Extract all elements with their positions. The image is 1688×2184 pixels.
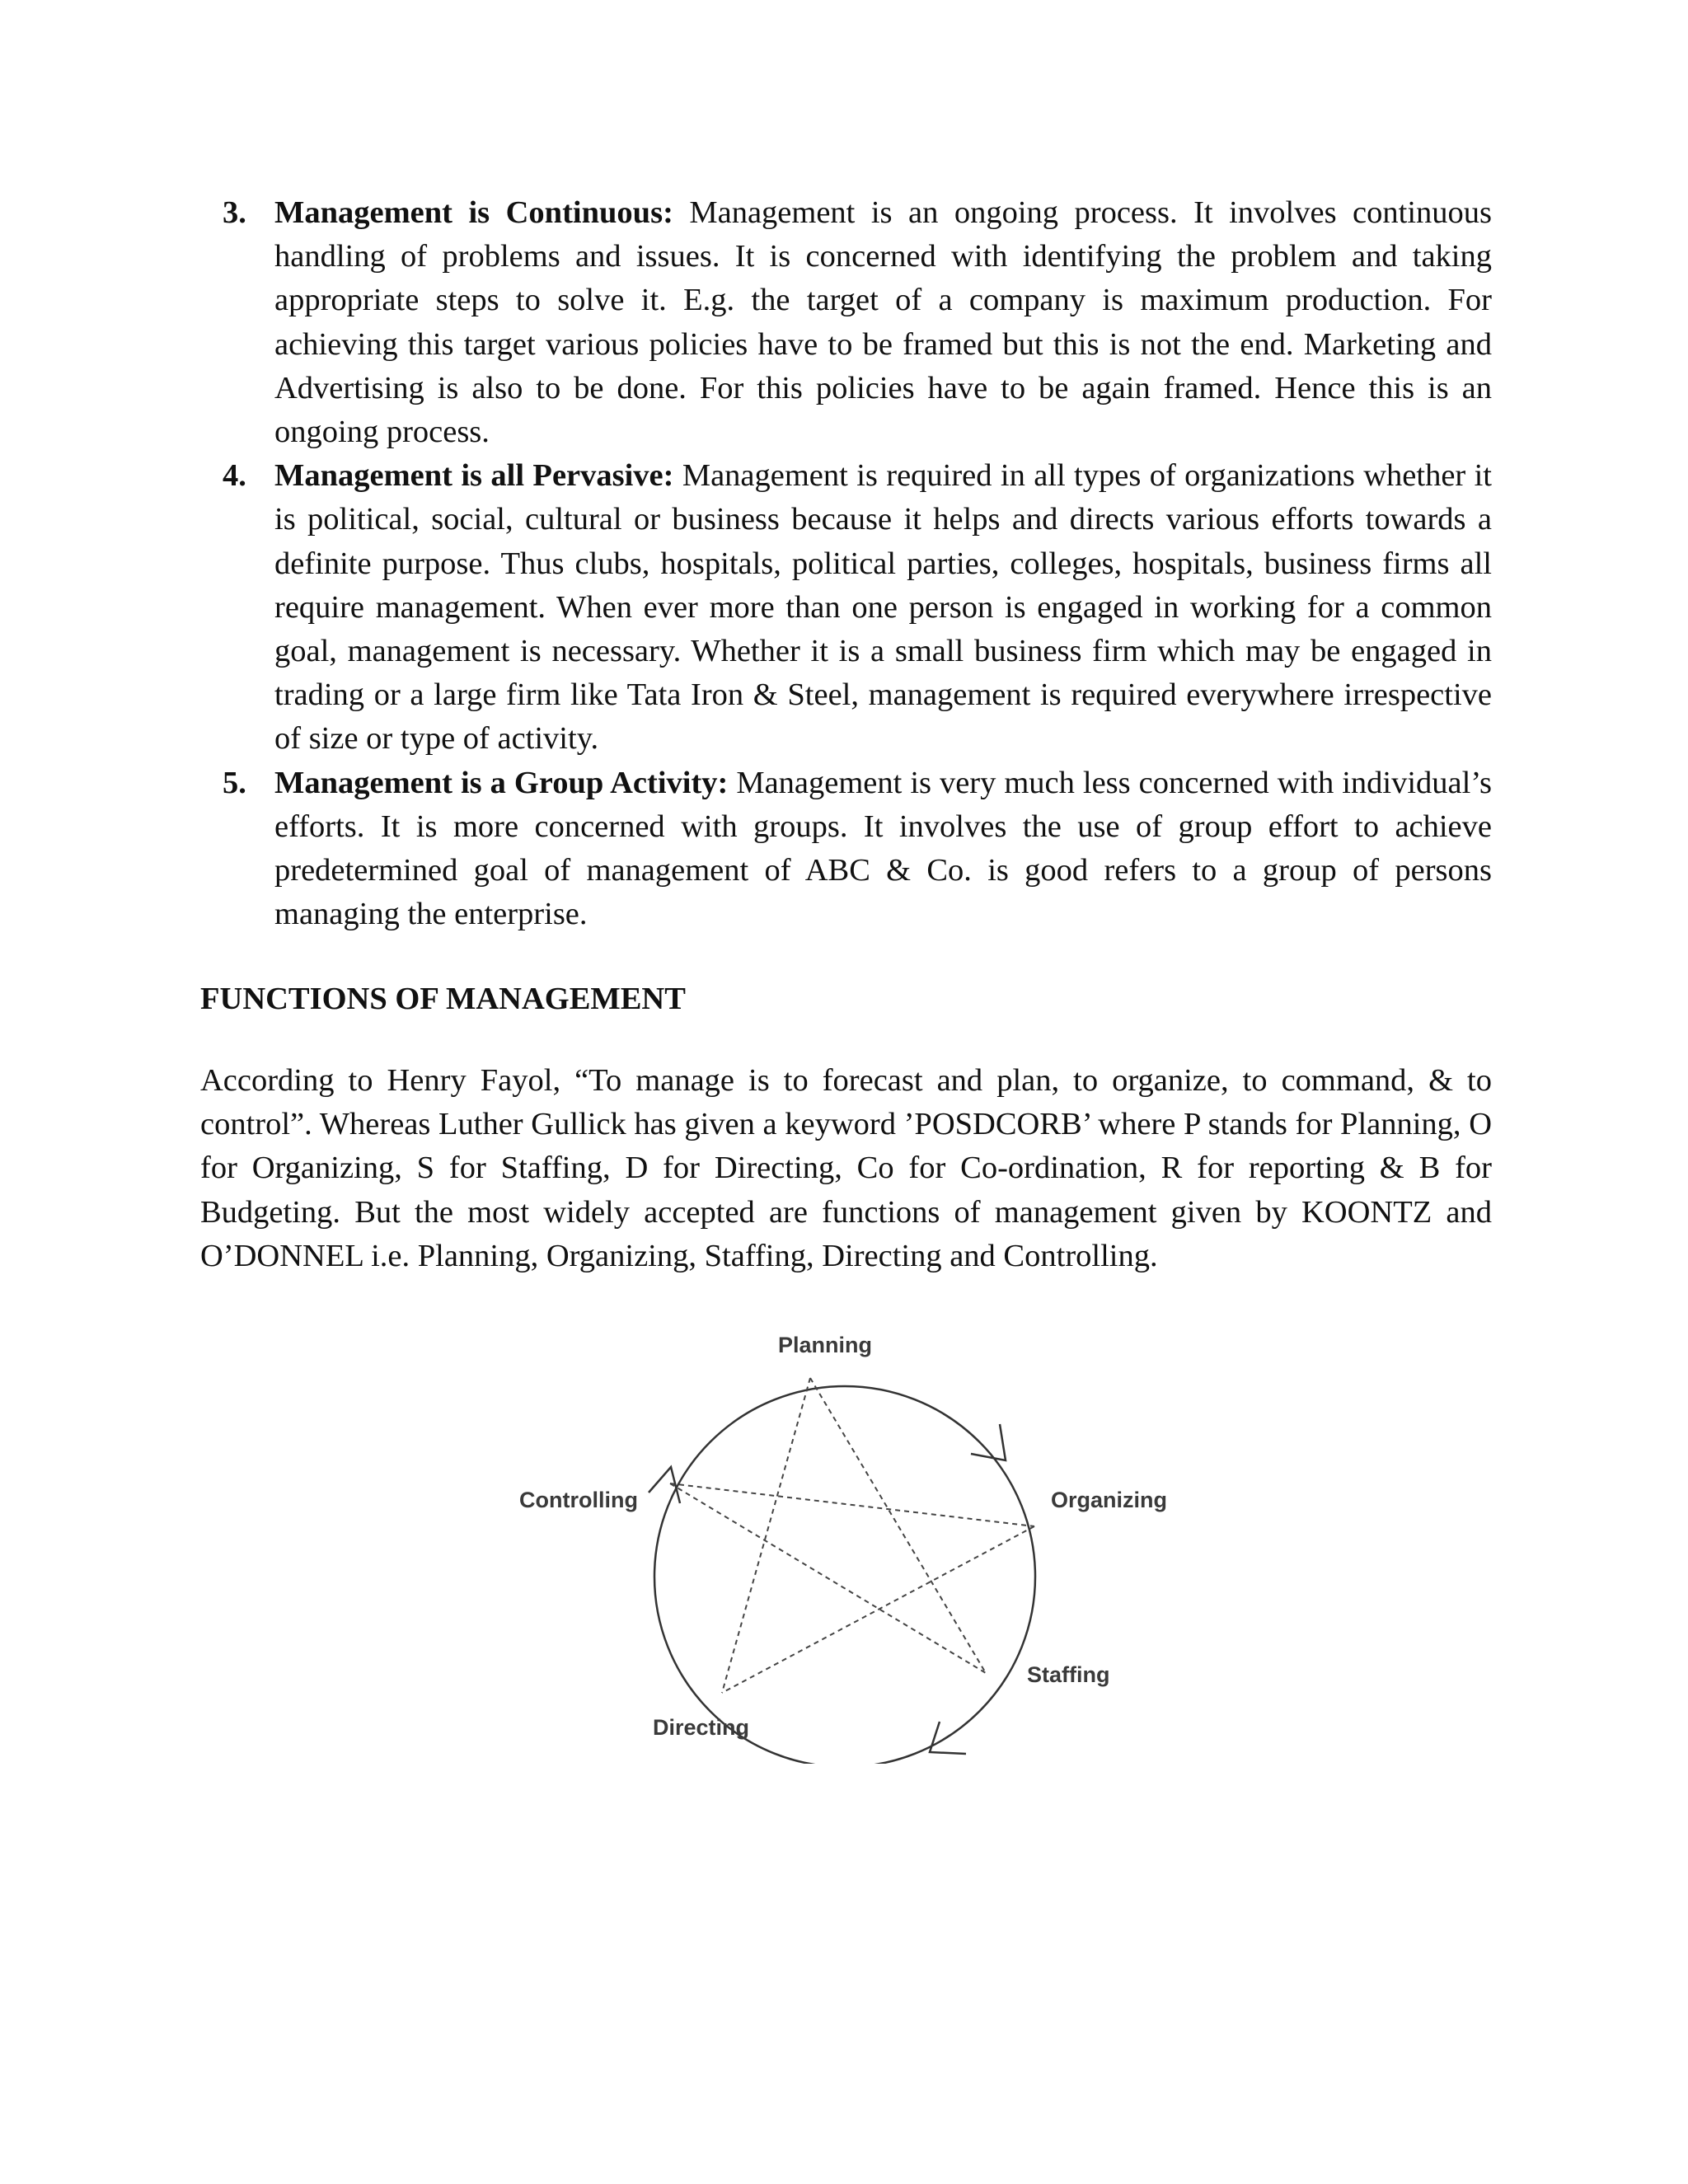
cycle-arrows bbox=[649, 1424, 1006, 1754]
label-staffing: Staffing bbox=[1027, 1662, 1110, 1687]
line-controlling-organizing bbox=[670, 1483, 1034, 1526]
item-heading: Management is all Pervasive: bbox=[274, 458, 674, 494]
item-number: 4. bbox=[223, 458, 246, 494]
list-item bbox=[200, 191, 1492, 454]
pentagram-dashed-lines bbox=[670, 1378, 1034, 1693]
item-heading: Management is Continuous: bbox=[274, 195, 673, 230]
item-heading: Management is a Group Activity: bbox=[274, 765, 729, 800]
section-paragraph: According to Henry Fayol, “To manage is to forecast and plan, to organize, to command, & to control”. Whereas Luther Gullick has given a keyword ’POSDCORB’ where P stands for Planning, O for Organizing, S for Staffing, D for Directing, Co for Co-ordination, R for reporting & B for Budgeting. But the most widely accepted are functions of management given by KOONTZ and O’DONNEL i.e. Planning, Organizing, Staffing, Directing and Controlling. bbox=[200, 1063, 1492, 1273]
item-text: Management is an ongoing process. It involves continuous handling of problems and issues. It is concerned with identifying the problem and taking appropriate steps to solve it. E.g. the target of a company is maximum production. For achieving this target various policies have to be framed but this is not the end. Marketing and Advertising is also to be done. For this policies have to be again framed. Hence this is an ongoing process. bbox=[274, 195, 1492, 450]
line-organizing-directing bbox=[722, 1526, 1034, 1693]
management-functions-diagram bbox=[495, 1319, 1203, 1764]
arrow-icon bbox=[971, 1424, 1006, 1460]
list-item bbox=[200, 762, 1492, 937]
label-organizing: Organizing bbox=[1051, 1488, 1167, 1512]
line-planning-staffing bbox=[810, 1378, 986, 1673]
label-directing: Directing bbox=[653, 1715, 750, 1740]
list-item bbox=[200, 454, 1492, 761]
label-controlling: Controlling bbox=[519, 1488, 638, 1512]
line-planning-directing bbox=[722, 1378, 810, 1693]
arrow-icon bbox=[649, 1467, 680, 1503]
item-text: Management is required in all types of organizations whether it is political, social, cultural or business because it helps and directs various efforts towards a definite purpose. Thus clubs, hospitals, political parties, colleges, hospitals, business firms all require management. When ever more than one person is engaged in working for a common goal, management is necessary. Whether it is a small business firm which may be engaged in trading or a large firm like Tata Iron & Steel, management is required everywhere irrespective of size or type of activity. bbox=[274, 458, 1492, 757]
label-planning: Planning bbox=[778, 1333, 872, 1357]
item-number: 3. bbox=[223, 195, 246, 230]
characteristics-list bbox=[200, 191, 1492, 936]
section-heading: FUNCTIONS OF MANAGEMENT bbox=[200, 982, 686, 1016]
item-text: Management is very much less concerned with individual’s efforts. It is more concerned with groups. It involves the use of group effort to achieve predetermined goal of management of ABC & Co. is good refers to a group of persons managing the enterprise. bbox=[274, 765, 1492, 932]
cycle-circle bbox=[654, 1386, 1035, 1764]
item-number: 5. bbox=[223, 765, 246, 800]
